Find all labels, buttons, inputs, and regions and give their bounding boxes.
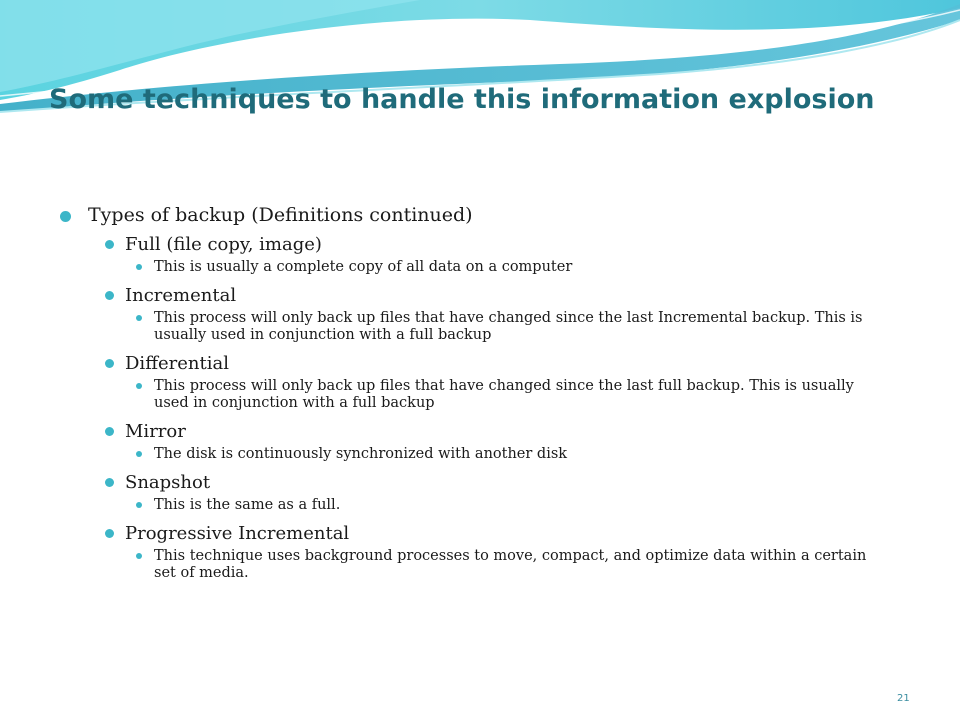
backup-type-description-text: This is usually a complete copy of all data on a computer xyxy=(154,259,573,275)
bullet-dot-icon xyxy=(105,291,114,300)
backup-type-description xyxy=(60,548,900,582)
slide-title: Some techniques to handle this information explosion xyxy=(49,84,875,115)
slide-number: 21 xyxy=(897,693,910,704)
bullet-dot-icon xyxy=(136,451,142,457)
backup-type-incremental xyxy=(60,284,900,307)
backup-type-label: Full (file copy, image) xyxy=(125,234,322,255)
bullet-dot-icon xyxy=(105,359,114,368)
bullet-dot-icon xyxy=(105,427,114,436)
bullet-dot-icon xyxy=(105,478,114,487)
backup-type-description-text: This process will only back up files that have changed since the last Incremental backup. This is usually used in conjunction with a full backup xyxy=(154,310,863,343)
backup-type-label: Differential xyxy=(125,353,229,374)
backup-type-description-text: This technique uses background processes to move, compact, and optimize data within a certain set of media. xyxy=(154,548,867,581)
bullet-dot-icon xyxy=(136,383,142,389)
backup-type-label: Mirror xyxy=(125,421,186,442)
backup-type-mirror xyxy=(60,420,900,443)
backup-type-label: Snapshot xyxy=(125,472,211,493)
bullet-dot-icon xyxy=(136,553,142,559)
backup-type-description xyxy=(60,497,900,514)
backup-type-description-text: This process will only back up files that have changed since the last full backup. This is usually used in conjunction with a full backup xyxy=(154,378,854,411)
backup-type-label: Incremental xyxy=(125,285,237,306)
main-bullet xyxy=(60,203,900,227)
bullet-dot-icon xyxy=(105,240,114,249)
backup-type-description-text: The disk is continuously synchronized with another disk xyxy=(154,446,568,462)
backup-type-snapshot xyxy=(60,471,900,494)
backup-type-progressive-incremental xyxy=(60,522,900,545)
backup-type-description xyxy=(60,378,900,412)
bullet-dot-icon xyxy=(60,211,71,222)
backup-type-description xyxy=(60,446,900,463)
bullet-dot-icon xyxy=(105,529,114,538)
backup-type-differential xyxy=(60,352,900,375)
backup-type-description xyxy=(60,259,900,276)
bullet-dot-icon xyxy=(136,502,142,508)
backup-type-description-text: This is the same as a full. xyxy=(154,497,341,513)
main-bullet-text: Types of backup (Definitions continued) xyxy=(88,204,473,226)
bullet-dot-icon xyxy=(136,315,142,321)
backup-type-full xyxy=(60,233,900,256)
backup-type-description xyxy=(60,310,900,344)
backup-type-label: Progressive Incremental xyxy=(125,523,350,544)
slide-content xyxy=(60,203,900,590)
bullet-dot-icon xyxy=(136,264,142,270)
